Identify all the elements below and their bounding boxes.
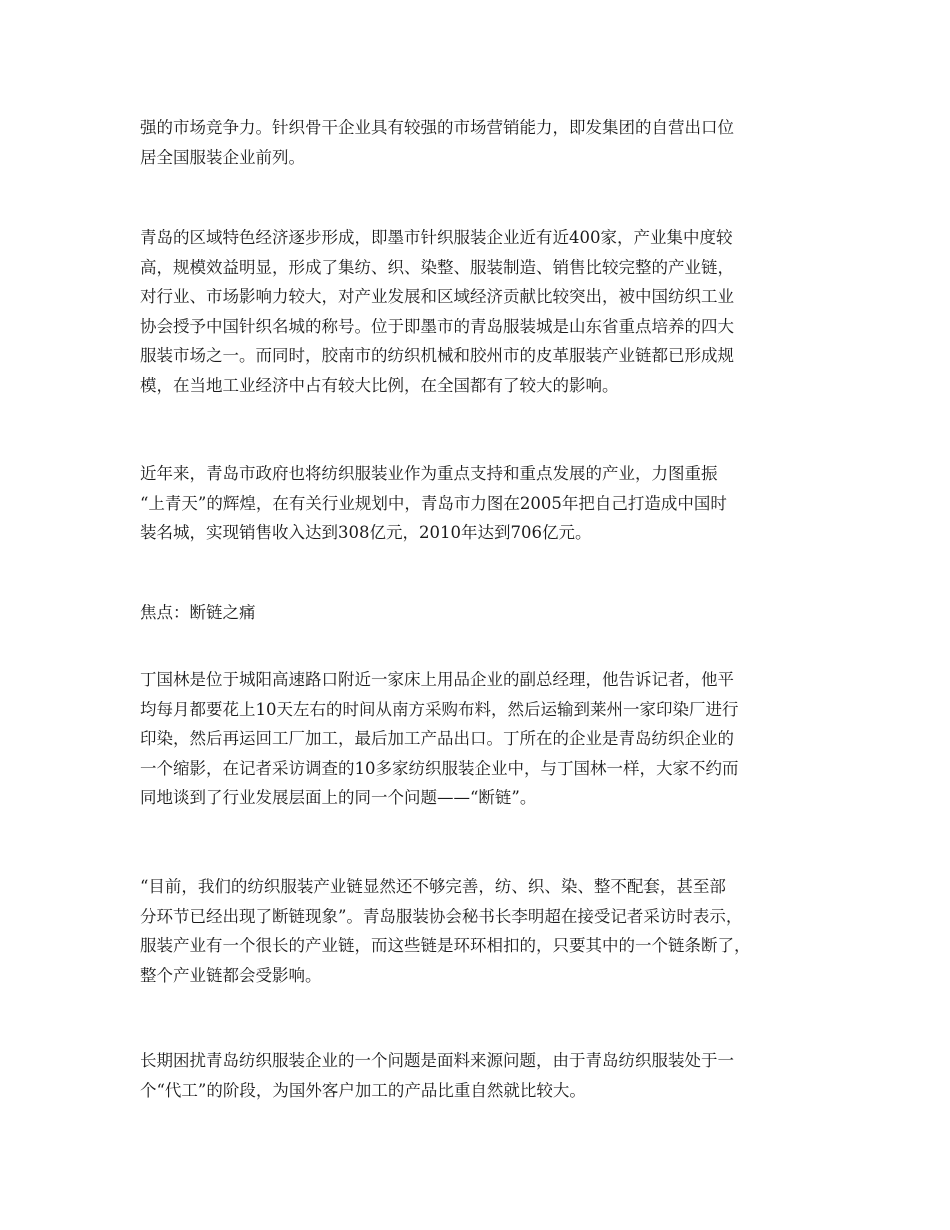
text-line: 青岛的区域特色经济逐步形成，即墨市针织服装企业近有近400家，产业集中度较 [140, 228, 733, 247]
text-line: 模，在当地工业经济中占有较大比例，在全国都有了较大的影响。 [140, 375, 619, 395]
text-line: 对行业、市场影响力较大，对产业发展和区域经济贡献比较突出，被中国纺织工业 [140, 287, 734, 306]
text-line: 整个产业链都会受影响。 [140, 965, 322, 985]
text-line: 近年来，青岛市政府也将纺织服装业作为重点支持和重点发展的产业，力图重振 [140, 464, 718, 483]
text-line: 长期困扰青岛纺织服装企业的一个问题是面料来源问题，由于青岛纺织服装处于一 [140, 1051, 734, 1070]
paragraph-regional-economy [140, 223, 830, 400]
heading-text: 焦点：断链之痛 [140, 603, 256, 622]
text-line: 同地谈到了行业发展层面上的同一个问题——“断链”。 [140, 788, 537, 807]
text-line: “目前，我们的纺织服装产业链显然还不够完善，纺、织、染、整不配套，甚至部 [140, 877, 726, 896]
text-line: 高，规模效益明显，形成了集纺、织、染整、服装制造、销售比较完整的产业链， [140, 257, 734, 277]
text-line: 强的市场竞争力。针织骨干企业具有较强的市场营销能力，即发集团的自营出口位 [140, 118, 734, 137]
text-line: 分环节已经出现了断链现象”。青岛服装协会秘书长李明超在接受记者采访时表示， [140, 906, 743, 926]
text-line: 装名城，实现销售收入达到308亿元，2010年达到706亿元。 [140, 523, 592, 542]
section-heading [140, 598, 830, 628]
text-line: 印染，然后再运回工厂加工，最后加工产品出口。丁所在的企业是青岛纺织企业的 [140, 729, 734, 748]
text-line: 协会授予中国针织名城的称号。位于即墨市的青岛服装城是山东省重点培养的四大 [140, 316, 734, 336]
text-line: 均每月都要花上10天左右的时间从南方采购布料，然后运输到莱州一家印染厂进行 [140, 699, 739, 719]
text-line: 个“代工”的阶段，为国外客户加工的产品比重自然就比较大。 [140, 1080, 586, 1100]
paragraph-government-plan [140, 459, 830, 548]
text-line: 居全国服装企业前列。 [140, 147, 305, 167]
paragraph-ding-guolin [140, 665, 830, 813]
text-line: 丁国林是位于城阳高速路口附近一家床上用品企业的副总经理，他告诉记者，他平 [140, 670, 734, 689]
text-line: 一个缩影，在记者采访调查的10多家纺织服装企业中，与丁国林一样，大家不约而 [140, 758, 739, 778]
paragraph-broken-chain-quote [140, 872, 830, 990]
text-line: “上青天”的辉煌，在有关行业规划中，青岛市力图在2005年把自己打造成中国时 [140, 493, 727, 513]
paragraph-competitiveness [140, 113, 830, 172]
paragraph-fabric-source [140, 1046, 830, 1105]
text-line: 服装市场之一。而同时，胶南市的纺织机械和胶州市的皮革服装产业链都已形成规 [140, 346, 734, 365]
text-line: 服装产业有一个很长的产业链，而这些链是环环相扣的，只要其中的一个链条断了， [140, 936, 751, 955]
